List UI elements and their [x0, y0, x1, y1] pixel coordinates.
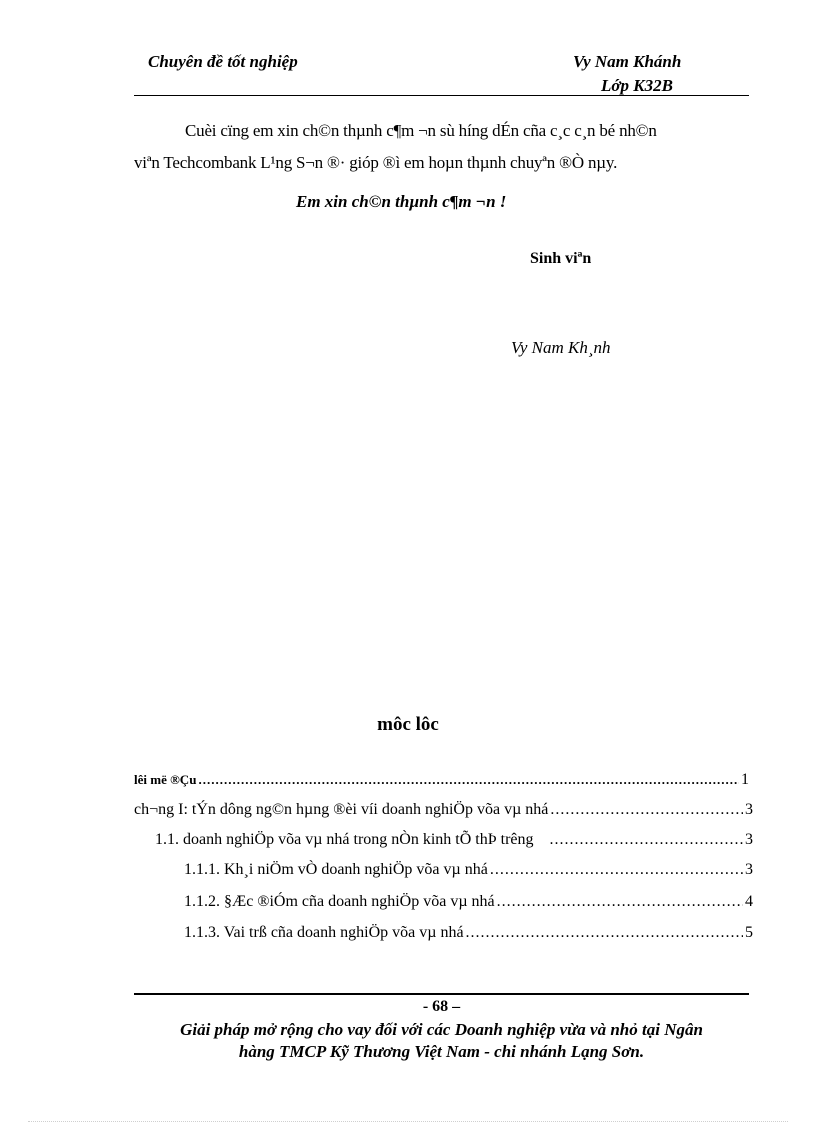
header-left-title: Chuyên đề tốt nghiệp: [148, 52, 298, 71]
toc-row[interactable]: [184, 893, 753, 911]
header-class: Lớp K32B: [601, 76, 673, 95]
footer-rule: [134, 993, 749, 995]
toc-row[interactable]: [155, 831, 753, 849]
toc-entry-title: 1.1.3. Vai trß cña doanh nghiÖp võa vµ nhá: [184, 924, 464, 941]
acknowledgement-line-1: Cuèi cïng em xin ch©n thµnh c¶m ¬n sù híng dÉn cña c¸c c¸n bé nh©n: [185, 121, 657, 140]
thanks-line: Em xin ch©n thµnh c¶m ¬n !: [296, 192, 507, 211]
student-signature: Vy Nam Kh¸nh: [511, 338, 611, 357]
toc-entry-page: 3: [745, 861, 753, 878]
toc-leader-dots: [550, 801, 743, 819]
toc-entry-title: 1.1. doanh nghiÖp võa vµ nhá trong nÒn kinh tÕ thÞ trêng: [155, 831, 534, 848]
acknowledgement-line-2: viªn Techcombank L¹ng S¬n ®· gióp ®ì em hoµn thµnh chuyªn ®Ò nµy.: [134, 153, 618, 172]
toc-entry-title: ch¬ng I: tÝn dông ng©n hµng ®èi víi doanh nghiÖp võa vµ nhá: [134, 801, 549, 818]
student-label: Sinh viªn: [530, 250, 592, 267]
toc-entry-title: lêi më ®Çu: [134, 772, 197, 787]
toc-entry-page: 3: [745, 831, 753, 848]
toc-row[interactable]: [184, 924, 753, 942]
footer-title-line-2: hàng TMCP Kỹ Thương Việt Nam - chi nhánh Lạng Sơn.: [238, 1042, 645, 1061]
toc-row[interactable]: [184, 861, 753, 879]
toc-entry-title: 1.1.2. §Æc ®iÓm cña doanh nghiÖp võa vµ nhá: [184, 893, 495, 910]
toc-heading: môc lôc: [377, 714, 439, 735]
header-rule: [134, 95, 749, 96]
toc-leader-dots: [550, 831, 743, 849]
toc-leader-dots: [490, 861, 743, 879]
header-author-name: Vy Nam Khánh: [573, 52, 682, 71]
toc-row[interactable]: [134, 801, 753, 819]
toc-entry-page: 5: [745, 924, 753, 941]
toc-leader-dots: [198, 772, 739, 788]
page-edge-dotted: [28, 1121, 788, 1122]
toc-leader-dots: [497, 893, 743, 911]
toc-entry-title: 1.1.1. Kh¸i niÖm vÒ doanh nghiÖp võa vµ nhá: [184, 861, 488, 878]
footer-title-line-1: Giải pháp mở rộng cho vay đối với các Doanh nghiệp vừa và nhỏ tại Ngân: [180, 1020, 703, 1039]
page-number: - 68 –: [422, 998, 461, 1015]
toc-entry-page: 1: [741, 771, 749, 788]
toc-leader-dots: [466, 924, 743, 942]
toc-entry-page: 3: [745, 801, 753, 818]
toc-row[interactable]: [134, 771, 749, 789]
toc-entry-page: 4: [745, 893, 753, 910]
